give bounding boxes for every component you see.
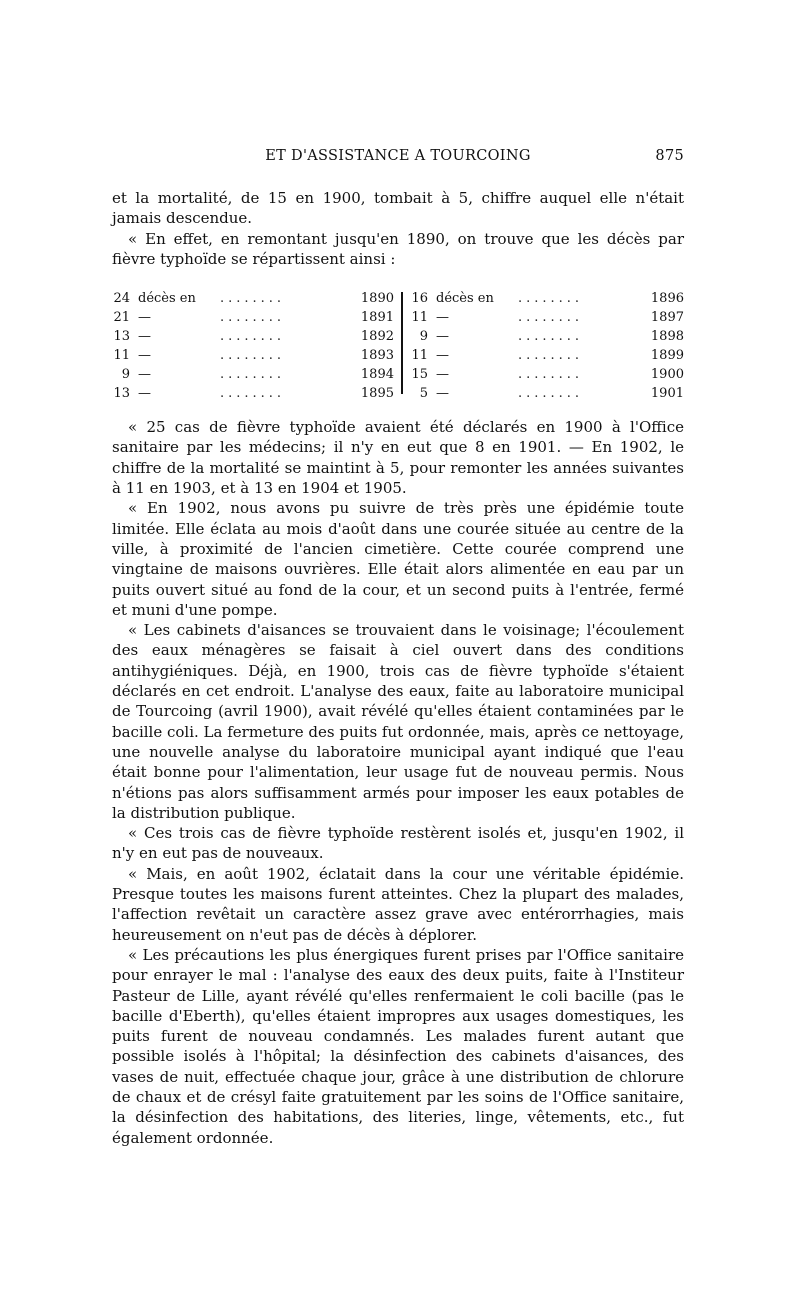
row-label: —: [436, 367, 449, 383]
dot-leader: ........: [518, 348, 584, 364]
dot-leader: ........: [220, 348, 286, 364]
year: 1893: [360, 348, 394, 364]
year: 1899: [650, 348, 684, 364]
row-label: —: [138, 386, 151, 402]
deaths-table-right-column: [410, 289, 684, 403]
year: 1901: [650, 386, 684, 402]
row-label: —: [436, 310, 449, 326]
body-text: [112, 417, 684, 1148]
year: 1900: [650, 367, 684, 383]
death-count: 15: [411, 367, 428, 383]
table-row: [112, 365, 394, 384]
deaths-by-year-table: [112, 289, 684, 403]
dot-leader: ........: [220, 367, 286, 383]
death-count: 11: [113, 348, 130, 364]
body-paragraph-2: « En 1902, nous avons pu suivre de très près une épidémie toute limitée. Elle éclata au mois d'août dans une courée située au centre de la ville, à proximité de l'ancien cimetière. Cette courée comprend une vingtaine de maisons ouvrières. Elle était alors alimentée en eau par un puits ouvert situé au fond de la cour, et un second puits à l'entrée, fermé et muni d'une pompe.: [112, 499, 684, 619]
death-count: 21: [113, 310, 130, 326]
year: 1894: [360, 367, 394, 383]
death-count: 5: [419, 386, 428, 402]
table-row: [112, 346, 394, 365]
table-row: [410, 308, 684, 327]
year: 1898: [650, 329, 684, 345]
year: 1895: [360, 386, 394, 402]
row-label: —: [138, 348, 151, 364]
dot-leader: ........: [220, 329, 286, 345]
body-paragraph-3: « Les cabinets d'aisances se trouvaient dans le voisinage; l'écoulement des eaux ménagères se faisait à ciel ouvert dans des conditions antihygiéniques. Déjà, en 1900, trois cas de fièvre typhoïde s'étaient déclarés en cet endroit. L'analyse des eaux, faite au laboratoire municipal de Tourcoing (avril 1900), avait révélé qu'elles étaient contaminées par le bacille coli. La fermeture des puits fut ordonnée, mais, après ce nettoyage, une nouvelle analyse du laboratoire municipal ayant indiqué que l'eau était bonne pour l'alimentation, leur usage fut de nouveau permis. Nous n'étions pas alors suffisamment armés pour imposer les eaux potables de la distribution publique.: [112, 621, 684, 822]
dot-leader: ........: [220, 291, 286, 307]
death-count: 16: [411, 291, 428, 307]
table-row: [410, 365, 684, 384]
table-row: [410, 327, 684, 346]
row-label: —: [138, 367, 151, 383]
row-label: —: [138, 310, 151, 326]
death-count: 24: [113, 291, 130, 307]
dot-leader: ........: [220, 386, 286, 402]
table-row: [112, 308, 394, 327]
year: 1892: [360, 329, 394, 345]
dot-leader: ........: [220, 310, 286, 326]
body-paragraph-4: « Ces trois cas de fièvre typhoïde restèrent isolés et, jusqu'en 1902, il n'y en eut pas de nouveaux.: [112, 824, 684, 863]
table-row: [112, 384, 394, 403]
death-count: 11: [411, 310, 428, 326]
row-label: décès en: [138, 291, 196, 307]
dot-leader: ........: [518, 386, 584, 402]
year: 1897: [650, 310, 684, 326]
running-head: [112, 140, 684, 170]
running-title: ET D'ASSISTANCE A TOURCOING: [265, 148, 531, 164]
intro-paragraph-1: et la mortalité, de 15 en 1900, tombait à 5, chiffre auquel elle n'était jamais descendue.: [112, 189, 684, 228]
year: 1890: [360, 291, 394, 307]
intro-block: [112, 188, 684, 269]
row-label: —: [138, 329, 151, 345]
death-count: 13: [113, 329, 130, 345]
body-paragraph-6: « Les précautions les plus énergiques furent prises par l'Office sanitaire pour enrayer le mal : l'analyse des eaux des deux puits, faite à l'Institeur Pasteur de Lille, ayant révélé qu'elles renfermaient le coli bacille (pas le bacille d'Eberth), qu'elles étaient impropres aux usages domestiques, les puits furent de nouveau condamnés. Les malades furent autant que possible isolés à l'hôpital; la désinfection des cabinets d'aisances, des vases de nuit, effectuée chaque jour, grâce à une distribution de chlorure de chaux et de crésyl faite gratuitement par les soins de l'Office sanitaire, la désinfection des habitations, des literies, linge, vêtements, etc., fut également ordonnée.: [112, 945, 684, 1147]
dot-leader: ........: [518, 291, 584, 307]
table-row: [410, 384, 684, 403]
dot-leader: ........: [518, 367, 584, 383]
table-row: [410, 346, 684, 365]
body-paragraph-5: « Mais, en août 1902, éclatait dans la cour une véritable épidémie. Presque toutes les maisons furent atteintes. Chez la plupart des malades, l'affection revêtait un caractère assez grave avec entérorrhagies, mais heureusement on n'eut pas de décès à déplorer.: [112, 864, 684, 944]
death-count: 11: [411, 348, 428, 364]
table-row: [112, 289, 394, 308]
dot-leader: ........: [518, 310, 584, 326]
row-label: —: [436, 386, 449, 402]
death-count: 9: [121, 367, 130, 383]
death-count: 13: [113, 386, 130, 402]
intro-paragraph-2: « En effet, en remontant jusqu'en 1890, on trouve que les décès par fièvre typhoïde se répartissent ainsi :: [112, 229, 684, 268]
row-label: —: [436, 348, 449, 364]
death-count: 9: [419, 329, 428, 345]
body-paragraph-1: « 25 cas de fièvre typhoïde avaient été déclarés en 1900 à l'Office sanitaire par les médecins; il n'y en eut que 8 en 1901. — En 1902, le chiffre de la mortalité se maintint à 5, pour remonter les années suivantes à 11 en 1903, et à 13 en 1904 et 1905.: [112, 418, 684, 498]
book-page: [112, 140, 684, 1148]
year: 1896: [650, 291, 684, 307]
page-number: 875: [655, 148, 684, 164]
table-row: [410, 289, 684, 308]
row-label: décès en: [436, 291, 494, 307]
deaths-table-left-column: [112, 289, 394, 403]
table-row: [112, 327, 394, 346]
row-label: —: [436, 329, 449, 345]
year: 1891: [360, 310, 394, 326]
dot-leader: ........: [518, 329, 584, 345]
table-column-divider: [401, 292, 403, 394]
